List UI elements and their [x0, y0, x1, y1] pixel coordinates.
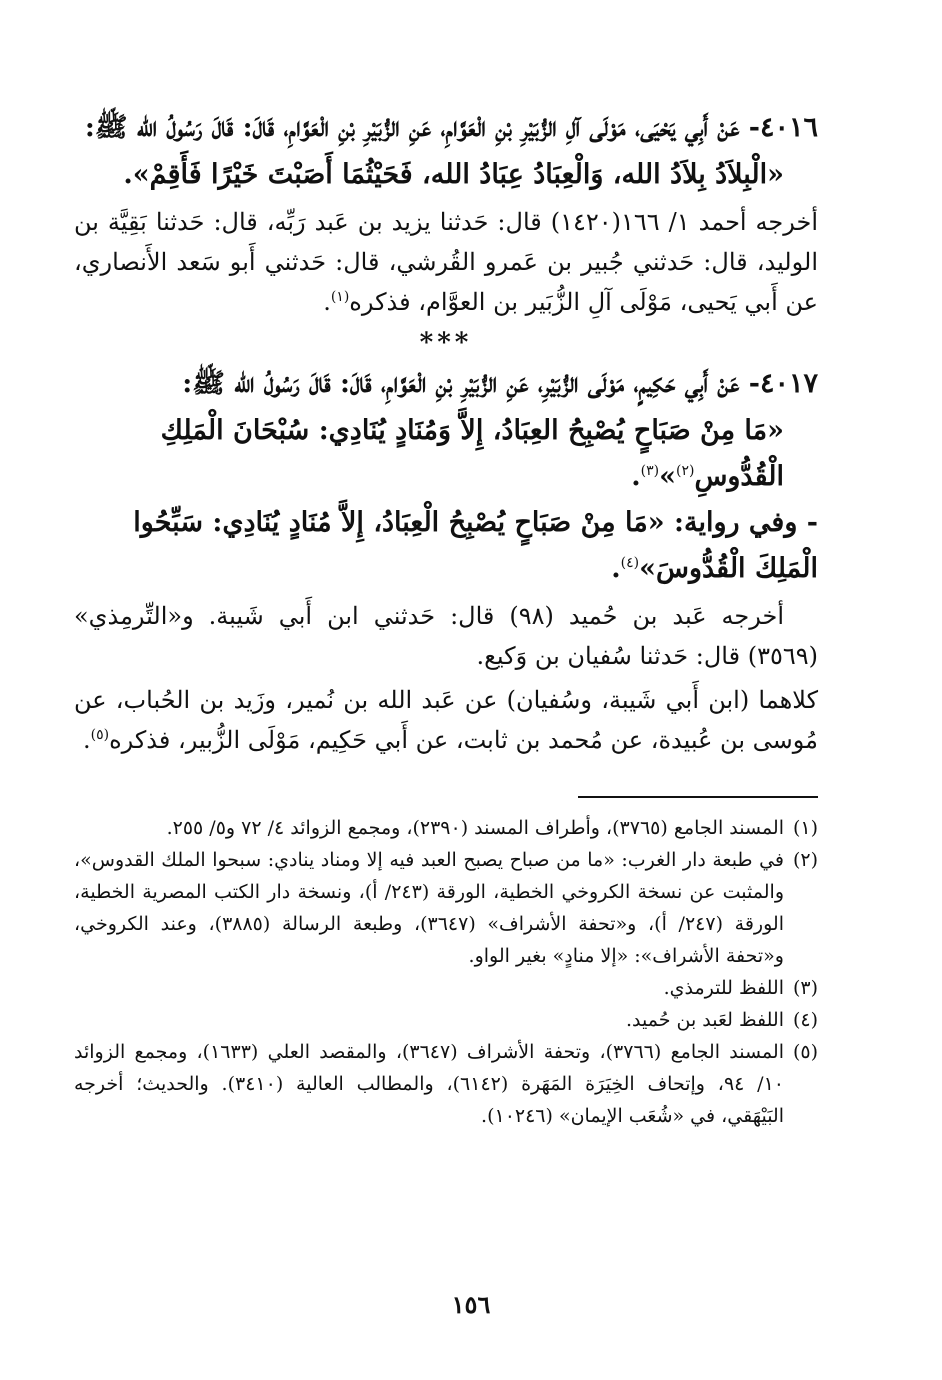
section-separator: *** — [419, 328, 473, 358]
footnote-text: المسند الجامع (٣٧٦٦)، وتحفة الأشراف (٣٦٤٧)، والمقصد العلي (١٦٣٣)، ومجمع الزوائد ١٠/ ٩٤، وإتحاف الخِيَرَة المَهَرة (٦١٤٢)، والمطالب العالية (٣٤١٠). والحديث؛ أخرجه البَيْهَقي، في «شُعَب الإيمان» (١٠٢٤٦). — [74, 1041, 785, 1127]
hadith-4017 — [74, 360, 818, 760]
hadith-isnad: - عَنْ أَبِي يَحْيَى، مَوْلَى آلِ الزُّبَيْرِ بْنِ الْعَوَّامِ، عَنِ الزُّبَيْرِ بْنِ الْعَوَّامِ، قَالَ: قَالَ رَسُولُ الله ﷺ: — [84, 112, 760, 143]
footnote-ref: (٣) — [640, 463, 660, 479]
hadith-4016 — [74, 104, 818, 322]
footnote-ref: (٥) — [90, 727, 110, 743]
page-number: ١٥٦ — [451, 1290, 491, 1319]
footnote-text: في طبعة دار الغرب: «ما من صباح يصبح العبد فيه إلا ومناد ينادي: سبحوا الملك القدوس»، والمثبت عن نسخة الكروخي الخطية، الورقة (٢٤٣/ أ)، ونسخة دار الكتب المصرية الخطية، الورقة (٢٤٧/ أ)، و«تحفة الأشراف» (٣٦٤٧)، وطبعة الرسالة (٣٨٨٥)، وعند الكروخي، و«تحفة الأشراف»: «إلا منادٍ» بغير الواو. — [74, 849, 784, 967]
matn-end: . — [631, 461, 641, 492]
footnotes — [74, 812, 818, 1132]
takhrij-end: . — [82, 726, 91, 754]
footnote-number: (٣) — [792, 977, 818, 999]
footnote-ref: (٢) — [675, 463, 695, 479]
hadith-matn — [74, 408, 818, 500]
takhrij-text: أخرجه أحمد ١/ ١٦٦(١٤٢٠) قال: حَدثنا يزيد بن عَبد رَبِّه، قال: حَدثنا بَقِيَّة بن الوليد، قال: حَدثني جُبير بن عَمرو القُرشي، قال: حَدثني أَبو سَعد الأَنصاري، عن أَبي يَحيى، مَوْلَى آلِ الزُّبَير بن العوَّام، فذكره — [74, 208, 819, 316]
footnote-text: اللفظ لعَبد بن حُميد. — [625, 1009, 784, 1031]
footnote-ref: (١) — [330, 289, 350, 305]
takhrij-paragraph — [74, 202, 818, 322]
takhrij-paragraph: أخرجه عَبد بن حُميد (٩٨) قال: حَدثني ابن أَبي شَيبة. و«التِّرمِذي» (٣٥٦٩) قال: حَدثنا سُفيان بن وَكيع. — [74, 602, 818, 670]
footnote-text: اللفظ للترمذي. — [663, 977, 784, 999]
takhrij-end: . — [323, 288, 331, 316]
hadith-heading — [74, 104, 818, 152]
hadith-heading — [74, 360, 818, 408]
matn-text: «مَا مِنْ صَبَاحٍ يُصْبِحُ العِبَادُ، إِلاَّ وَمُنَادٍ يُنَادِي: سُبْحَانَ الْمَلِكِ الْقُدُّوسِ — [160, 415, 784, 492]
hadith-riwaya — [74, 500, 818, 592]
footnote-ref: (٤) — [620, 555, 640, 571]
footnote — [74, 844, 818, 972]
footnote-number: (٤) — [792, 1009, 818, 1031]
footnote-number: (٢) — [792, 849, 818, 871]
takhrij-paragraph — [74, 680, 818, 760]
hadith-number: ٤٠١٦ — [759, 112, 818, 143]
footnote — [74, 1004, 818, 1036]
footnote — [74, 1036, 818, 1132]
riwaya-end: . — [611, 553, 621, 584]
footnote-number: (٥) — [792, 1041, 818, 1063]
footnote-text: المسند الجامع (٣٧٦٥)، وأطراف المسند (٢٣٩٠)، ومجمع الزوائد ٤/ ٧٢ و٥/ ٢٥٥. — [166, 817, 784, 839]
footnote — [74, 812, 818, 844]
riwaya-text: - وفي رواية: «مَا مِنْ صَبَاحٍ يُصْبِحُ الْعِبَادُ، إِلاَّ مُنَادٍ يُنَادِي: سَبِّحُوا الْمَلِكَ الْقُدُّوسَ» — [133, 507, 818, 584]
matn-close: » — [659, 461, 676, 492]
hadith-isnad: - عَنْ أَبِي حَكِيمٍ، مَوْلَى الزُّبَيْرِ، عَنِ الزُّبَيْرِ بْنِ الْعَوَّامِ، قَالَ: قَالَ رَسُولُ الله ﷺ: — [182, 368, 760, 399]
takhrij-text: كلاهما (ابن أَبي شَيبة، وسُفيان) عن عَبد الله بن نُمير، وزَيد بن الحُباب، عن مُوسى بن عُبيدة، عن مُحمد بن ثابت، عن أَبي حَكِيم، مَوْلَى الزُّبير، فذكره — [74, 686, 819, 754]
hadith-matn: «الْبِلاَدُ بِلاَدُ الله، وَالْعِبَادُ عِبَادُ الله، فَحَيْثُمَا أَصَبْتَ خَيْرًا فَأَقِمْ». — [123, 159, 784, 190]
footnote-number: (١) — [792, 817, 818, 839]
footnote-divider — [578, 796, 818, 798]
footnote — [74, 972, 818, 1004]
hadith-number: ٤٠١٧ — [759, 368, 818, 399]
